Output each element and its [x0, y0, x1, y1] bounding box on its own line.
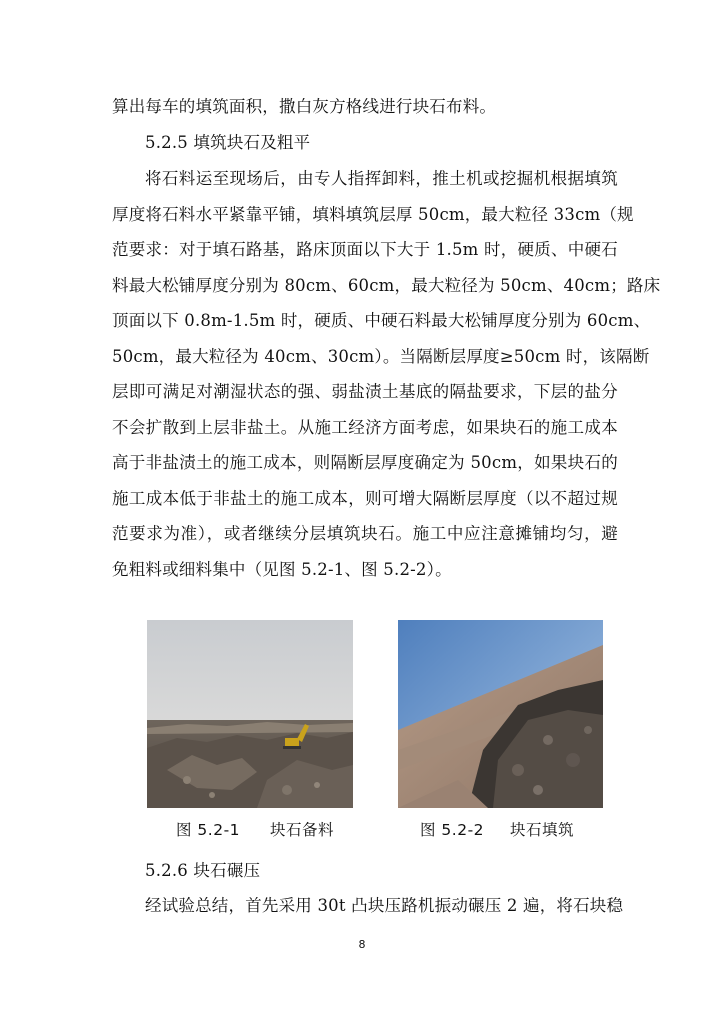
figure-caption-2	[420, 818, 574, 840]
figure-caption-1	[176, 818, 334, 840]
text-line: 厚度将石料水平紧靠平铺，填料填筑层厚 50cm，最大粒径 33cm（规	[112, 204, 634, 224]
text-line: 算出每车的填筑面积，撒白灰方格线进行块石布料。	[112, 97, 497, 116]
text-line: 将石料运至现场后，由专人指挥卸料，推土机或挖掘机根据填筑	[145, 169, 618, 188]
text-line: 范要求：对于填石路基，路床顶面以下大于 1.5m 时，硬质、中硬石	[112, 240, 618, 259]
page-number: 8	[358, 938, 366, 951]
text-line: 经试验总结，首先采用 30t 凸块压路机振动碾压 2 遍，将石块稳	[145, 896, 624, 915]
section-525	[112, 125, 618, 161]
text-line: 顶面以下 0.8m-1.5m 时，硬质、中硬石料最大松铺厚度分别为 60cm、	[112, 311, 651, 330]
figure-photo-rockfill	[398, 620, 603, 808]
paragraph-525	[112, 161, 661, 587]
paragraph-top	[112, 89, 618, 125]
figure-title: 块石填筑	[510, 821, 575, 839]
figure-number: 图 5.2-1	[176, 821, 241, 839]
text-line: 免粗料或细料集中（见图 5.2-1、图 5.2-2）。	[112, 559, 452, 579]
section-heading: 5.2.5 填筑块石及粗平	[145, 133, 311, 152]
text-line: 范要求为准），或者继续分层填筑块石。施工中应注意摊铺均匀，避	[112, 524, 618, 543]
text-line: 料最大松铺厚度分别为 80cm、60cm，最大粒径为 50cm、40cm；路床	[112, 275, 661, 295]
section-heading: 5.2.6 块石碾压	[145, 861, 261, 880]
text-line: 施工成本低于非盐土的施工成本，则可增大隔断层厚度（以不超过规	[112, 488, 618, 508]
figure-number: 图 5.2-2	[420, 821, 485, 839]
text-line: 不会扩散到上层非盐土。从施工经济方面考虑，如果块石的施工成本	[112, 417, 618, 437]
text-line: 层即可满足对潮湿状态的强、弱盐渍土基底的隔盐要求，下层的盐分	[112, 382, 618, 401]
paragraph-526	[112, 888, 624, 924]
text-line: 50cm，最大粒径为 40cm、30cm）。当隔断层厚度≥50cm 时，该隔断	[112, 346, 650, 366]
figure-title: 块石备料	[270, 821, 335, 839]
figure-photo-stockpile	[147, 620, 353, 808]
text-line: 高于非盐渍土的施工成本，则隔断层厚度确定为 50cm，如果块石的	[112, 453, 618, 472]
section-526	[112, 853, 618, 889]
